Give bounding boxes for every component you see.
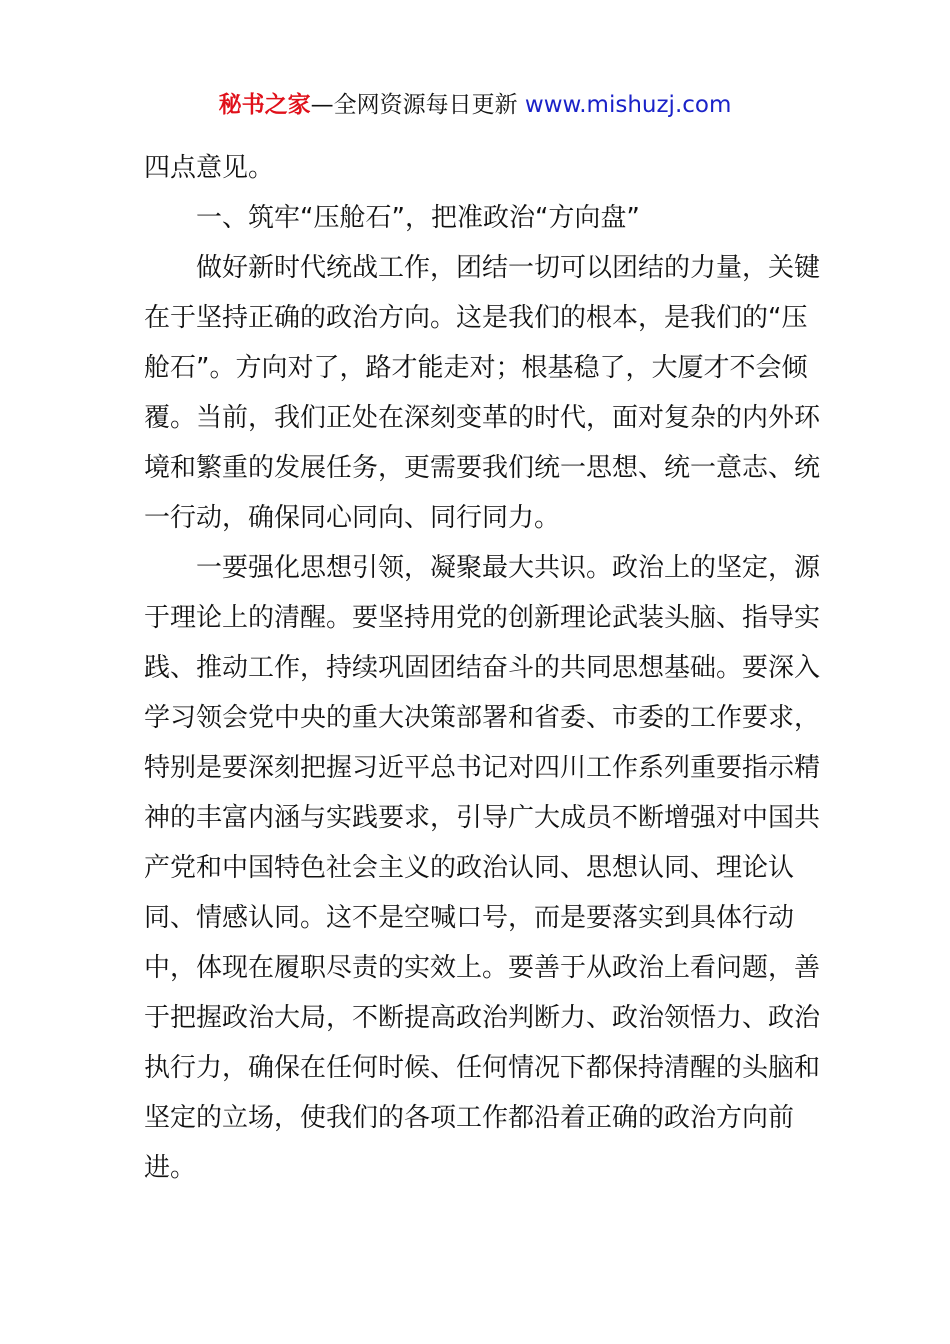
- paragraph: 一要强化思想引领，凝聚最大共识。政治上的坚定，源于理论上的清醒。要坚持用党的创新理论武装头脑、指导实践、推动工作，持续巩固团结奋斗的共同思想基础。要深入学习领会党中央的重大决策部署和省委、市委的工作要求，特别是要深刻把握习近平总书记对四川工作系列重要指示精神的丰富内涵与实践要求，引导广大成员不断增强对中国共产党和中国特色社会主义的政治认同、思想认同、理论认同、情感认同。这不是空喊口号，而是要落实到具体行动中，体现在履职尽责的实效上。要善于从政治上看问题，善于把握政治大局，不断提高政治判断力、政治领悟力、政治执行力，确保在任何时候、任何情况下都保持清醒的头脑和坚定的立场，使我们的各项工作都沿着正确的政治方向前进。: [144, 553, 821, 1183]
- paragraph: 做好新时代统战工作，团结一切可以团结的力量，关键在于坚持正确的政治方向。这是我们的根本，是我们的“压舱石”。方向对了，路才能走对；根基稳了，大厦才不会倾覆。当前，我们正处在深刻变革的时代，面对复杂的内外环境和繁重的发展任务，更需要我们统一思想、统一意志、统一行动，确保同心同向、同行同力。: [144, 253, 821, 533]
- section-heading: 一、筑牢“压舱石”，把准政治“方向盘”: [196, 203, 640, 233]
- site-brand: 秘书之家: [218, 92, 311, 118]
- site-slogan: —全网资源每日更新: [310, 92, 525, 118]
- site-header: [0, 88, 950, 122]
- site-url-link[interactable]: www.mishuzj.com: [524, 92, 732, 118]
- document-body: [144, 143, 824, 1193]
- lead-line: 四点意见。: [144, 153, 275, 183]
